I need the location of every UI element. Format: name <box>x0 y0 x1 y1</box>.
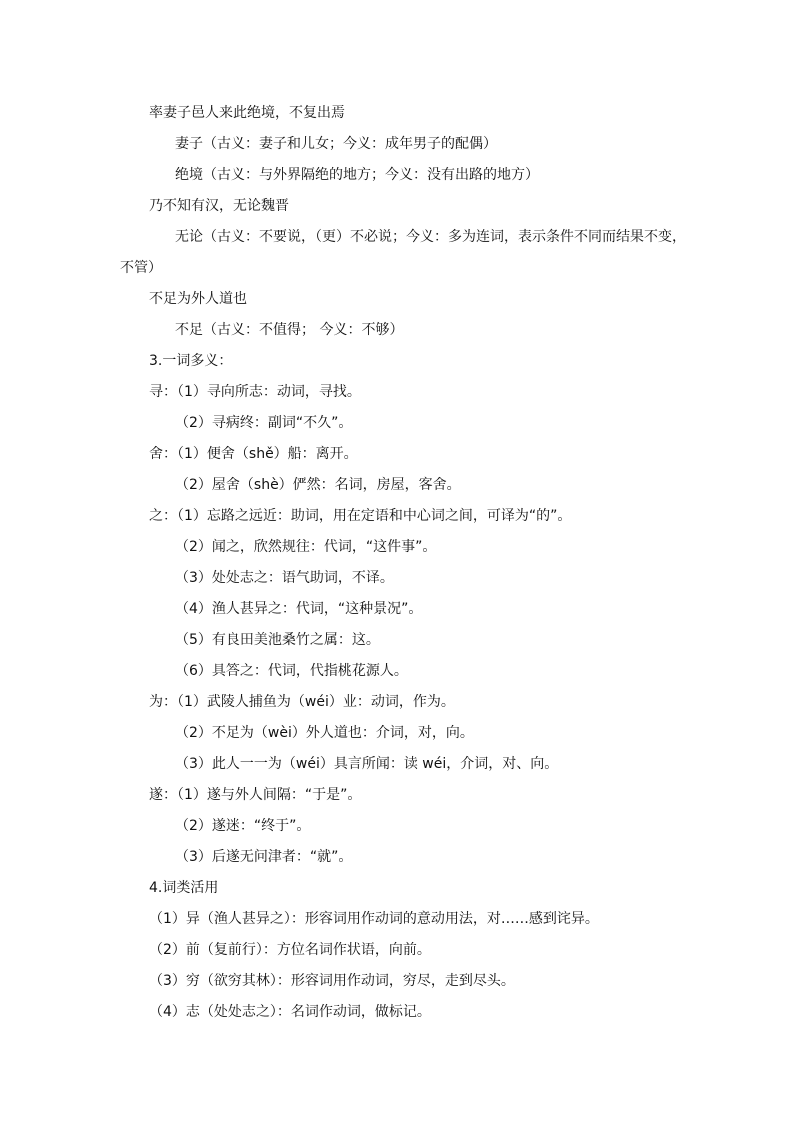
text-line: （2）不足为（wèi）外人道也：介词，对，向。 <box>175 725 474 741</box>
text-line: 为：（1）武陵人捕鱼为（wéi）业：动词，作为。 <box>149 694 455 710</box>
text-line: 舍：（1）便舍（shě）船：离开。 <box>149 446 358 462</box>
text-line: （1）异（渔人甚异之）：形容词用作动词的意动用法，对……感到诧异。 <box>149 911 599 927</box>
text-line: （3）此人一一为（wéi）具言所闻：读 wéi，介词，对、向。 <box>175 756 559 772</box>
text-line: （2）闻之，欣然规往：代词，“这件事”。 <box>175 539 437 555</box>
text-line: （6）具答之：代词，代指桃花源人。 <box>175 663 408 679</box>
text-line: 遂：（1）遂与外人间隔：“于是”。 <box>149 787 362 803</box>
text-line: 不足（古义：不值得； 今义：不够） <box>175 322 404 338</box>
text-line: （4）志（处处志之）：名词作动词，做标记。 <box>149 1004 431 1020</box>
text-line: 无论（古义：不要说，（更）不必说；今义：多为连词，表示条件不同而结果不变， <box>175 229 686 245</box>
text-line: （4）渔人甚异之：代词，“这种景况”。 <box>175 601 423 617</box>
text-line: （3）处处志之：语气助词，不译。 <box>175 570 394 586</box>
text-line: （2）屋舍（shè）俨然：名词，房屋，客舍。 <box>175 477 461 493</box>
text-line: （2）寻病终：副词“不久”。 <box>175 415 353 431</box>
text-line: 率妻子邑人来此绝境，不复出焉 <box>149 105 345 121</box>
section-heading: 4.词类活用 <box>149 880 219 896</box>
text-line: （3）后遂无问津者：“就”。 <box>175 849 353 865</box>
text-line: （3）穷（欲穷其林）：形容词用作动词，穷尽，走到尽头。 <box>149 973 515 989</box>
text-line: 不管） <box>120 260 162 276</box>
text-line: 乃不知有汉，无论魏晋 <box>149 198 289 214</box>
text-line: 妻子（古义：妻子和儿女；今义：成年男子的配偶） <box>175 136 497 152</box>
text-line: 绝境（古义：与外界隔绝的地方；今义：没有出路的地方） <box>175 167 539 183</box>
text-line: 不足为外人道也 <box>149 291 247 307</box>
text-line: （5）有良田美池桑竹之属：这。 <box>175 632 380 648</box>
section-heading: 3.一词多义： <box>149 353 233 369</box>
text-line: （2）遂迷：“终于”。 <box>175 818 311 834</box>
text-line: 寻：（1）寻向所志：动词，寻找。 <box>149 384 361 400</box>
text-line: （2）前（复前行）：方位名词作状语，向前。 <box>149 942 431 958</box>
text-line: 之：（1）忘路之远近：助词，用在定语和中心词之间，可译为“的”。 <box>149 508 572 524</box>
